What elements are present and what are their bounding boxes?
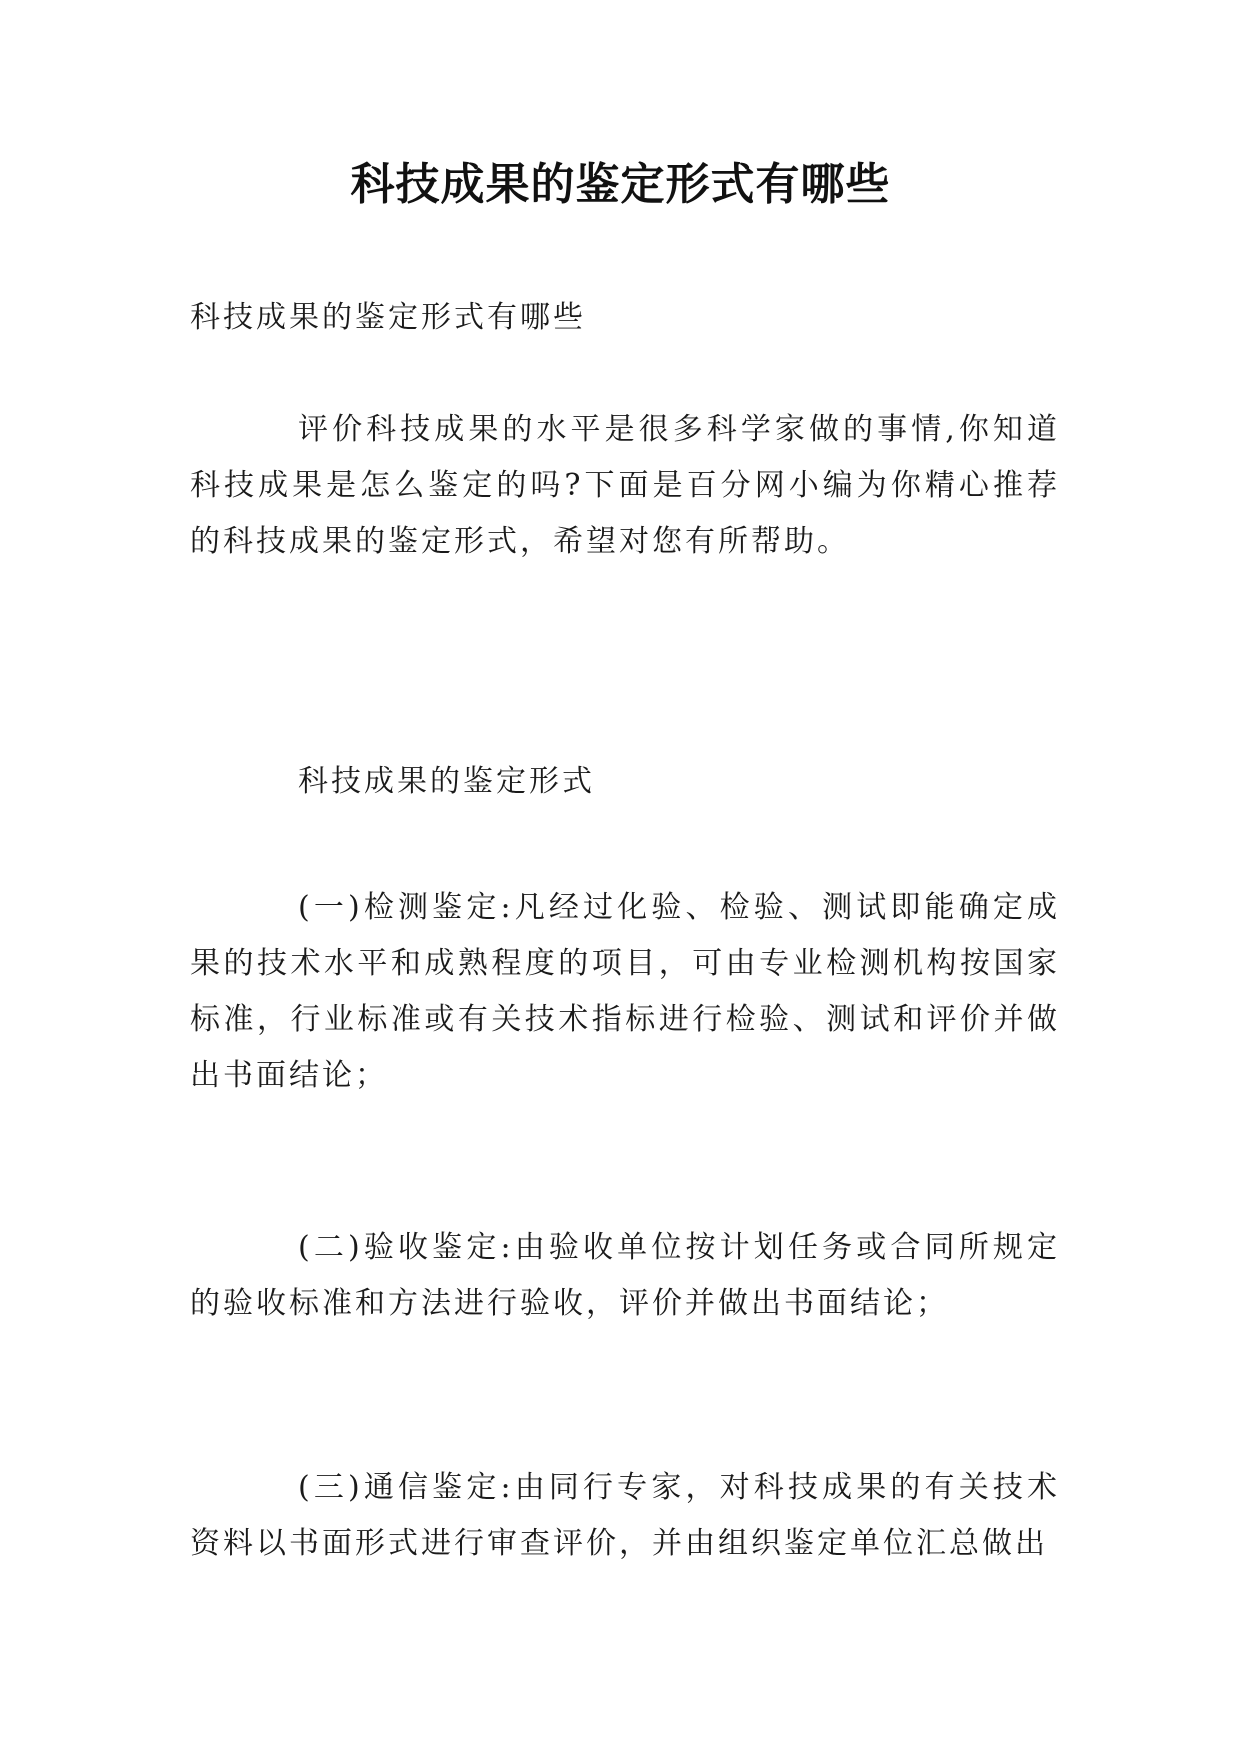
list-item-correspondence-appraisal: (三)通信鉴定:由同行专家，对科技成果的有关技术资料以书面形式进行审查评价，并由组织鉴定单位汇总做出 <box>190 1470 1060 1561</box>
list-item-acceptance-appraisal: (二)验收鉴定:由验收单位按计划任务或合同所规定的验收标准和方法进行验收，评价并做出书面结论； <box>190 1230 1060 1321</box>
intro-paragraph: 评价科技成果的水平是很多科学家做的事情,你知道科技成果是怎么鉴定的吗?下面是百分网小编为你精心推荐的科技成果的鉴定形式，希望对您有所帮助。 <box>190 412 1060 559</box>
document-subtitle: 科技成果的鉴定形式有哪些 <box>190 300 586 335</box>
document-title: 科技成果的鉴定形式有哪些 <box>350 159 891 210</box>
list-item-detection-appraisal: (一)检测鉴定:凡经过化验、检验、测试即能确定成果的技术水平和成熟程度的项目，可由专业检测机构按国家标准，行业标准或有关技术指标进行检验、测试和评价并做出书面结论； <box>190 890 1060 1093</box>
section-heading: 科技成果的鉴定形式 <box>298 764 595 799</box>
